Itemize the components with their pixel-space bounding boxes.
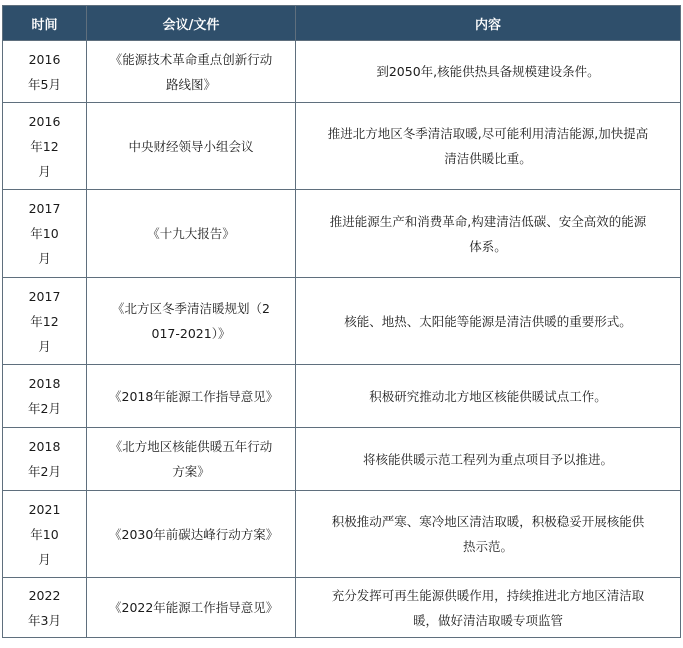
content-text: 将核能供暖示范工程列为重点项目予以推进。 [362, 451, 613, 467]
document-text: 《2030年前碳达峰行动方案》 [109, 526, 279, 542]
content-cell [296, 578, 681, 638]
table-row [3, 428, 681, 491]
content-text: 充分发挥可再生能源供暖作用，持续推进北方地区清洁取暖，做好清洁取暖专项监管 [331, 587, 645, 628]
content-cell [296, 365, 681, 428]
document-text: 《能源技术革命重点创新行动路线图》 [109, 51, 273, 92]
content-cell [296, 190, 681, 278]
content-cell [296, 103, 681, 190]
document-cell [87, 491, 296, 578]
document-text: 《十九大报告》 [147, 226, 235, 241]
content-text: 到2050年,核能供热具备规模建设条件。 [376, 64, 600, 79]
date-cell [3, 578, 87, 638]
date-text: 2021年10月 [28, 501, 61, 567]
document-cell [87, 190, 296, 278]
content-text: 核能、地热、太阳能等能源是清洁供暖的重要形式。 [344, 313, 632, 329]
document-cell [87, 278, 296, 365]
document-text: 《北方区冬季清洁暖规划（2017-2021）》 [112, 301, 270, 341]
date-cell [3, 428, 87, 491]
header-time: 时间 [3, 6, 87, 41]
date-cell [3, 103, 87, 190]
content-text: 推进能源生产和消费革命,构建清洁低碳、安全高效的能源体系。 [329, 213, 647, 254]
content-cell [296, 278, 681, 365]
date-text: 2017年12月 [28, 288, 61, 354]
content-cell [296, 41, 681, 103]
table-row [3, 190, 681, 278]
date-cell [3, 365, 87, 428]
date-text: 2022年3月 [28, 587, 61, 628]
document-cell [87, 41, 296, 103]
table-header-row [3, 6, 681, 41]
date-text: 2018年2月 [28, 376, 61, 416]
content-cell [296, 491, 681, 578]
table-row [3, 365, 681, 428]
date-cell [3, 491, 87, 578]
content-cell [296, 428, 681, 491]
date-text: 2016年5月 [28, 51, 61, 92]
document-cell [87, 103, 296, 190]
policy-table [2, 5, 681, 638]
document-cell [87, 365, 296, 428]
header-document: 会议/文件 [87, 6, 296, 41]
date-cell [3, 190, 87, 278]
content-text: 推进北方地区冬季清洁取暖,尽可能利用清洁能源,加快提高清洁供暖比重。 [327, 126, 649, 166]
date-cell [3, 41, 87, 103]
header-content: 内容 [296, 6, 681, 41]
document-cell [87, 578, 296, 638]
table-row [3, 41, 681, 103]
table-row [3, 491, 681, 578]
date-cell [3, 278, 87, 365]
content-text: 积极研究推动北方地区核能供暖试点工作。 [369, 388, 607, 404]
date-text: 2016年12月 [28, 113, 61, 179]
date-text: 2018年2月 [28, 439, 61, 479]
document-text: 《2022年能源工作指导意见》 [109, 600, 279, 615]
content-text: 积极推动严寒、寒冷地区清洁取暖，积极稳妥开展核能供热示范。 [331, 514, 645, 554]
table-row [3, 103, 681, 190]
document-text: 《2018年能源工作指导意见》 [109, 388, 279, 404]
date-text: 2017年10月 [28, 201, 61, 266]
table-row [3, 578, 681, 638]
document-text: 中央财经领导小组会议 [128, 138, 254, 154]
document-cell [87, 428, 296, 491]
table-row [3, 278, 681, 365]
document-text: 《北方地区核能供暖五年行动方案》 [109, 439, 273, 479]
